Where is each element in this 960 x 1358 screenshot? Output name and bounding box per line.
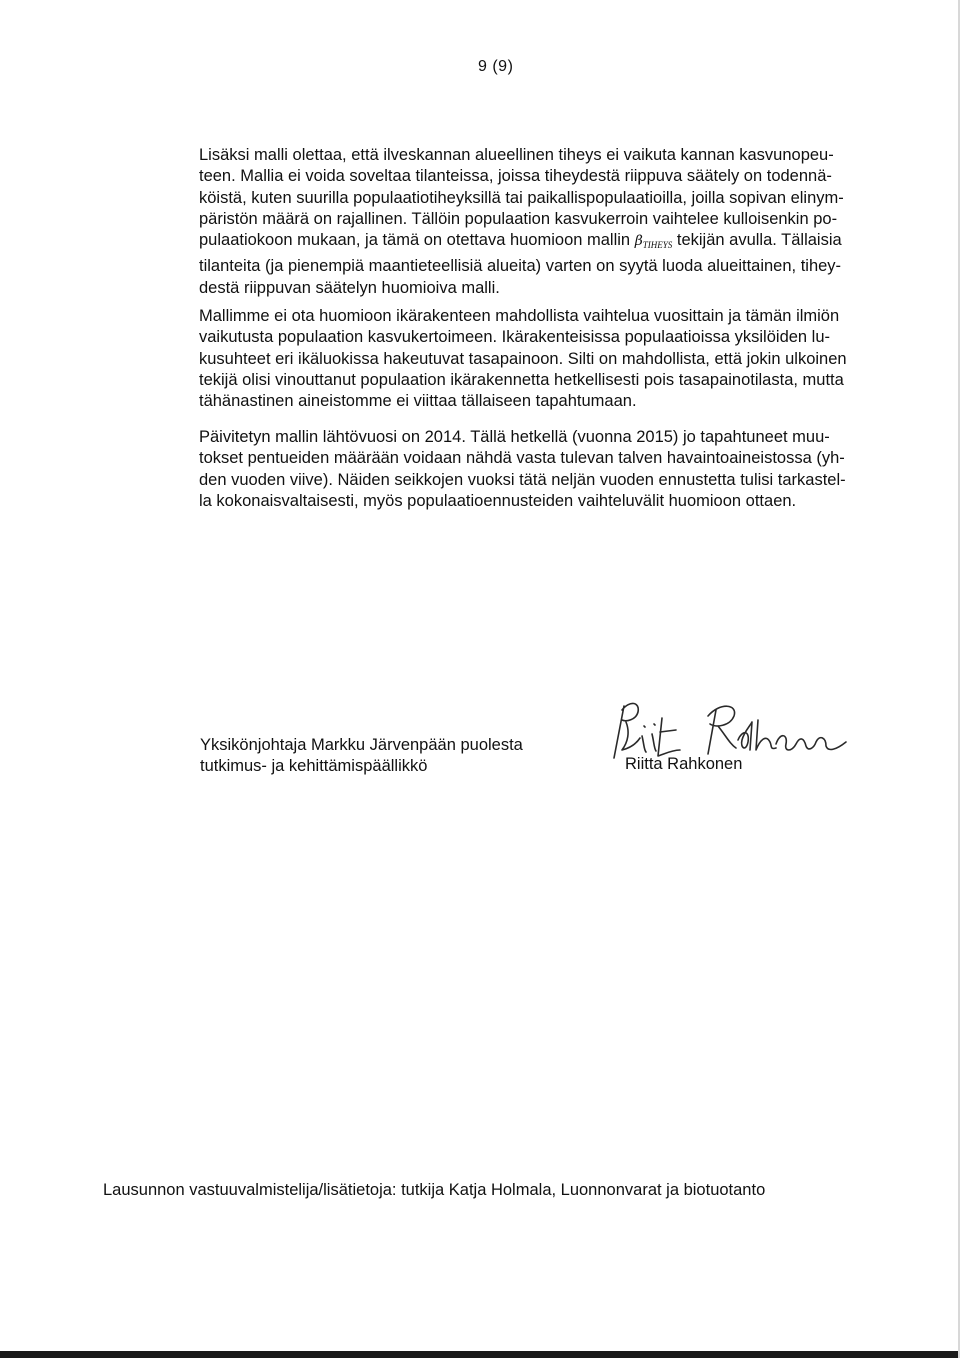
beta-subscript: TIHEYS [642,240,673,251]
text-line: destä riippuvan säätelyn huomioiva malli. [199,278,500,297]
text-line: Lisäksi malli olettaa, että ilveskannan alueellinen tiheys ei vaikuta kannan kasvunopeu- [199,146,834,164]
text-line: la kokonaisvaltaisesti, myös populaatioennusteiden vaihteluvälit huomioon ottaen. [199,491,797,510]
page-number: 9 (9) [478,58,514,75]
text-line: kusuhteet eri ikäluokissa hakeutuvat tasapainoon. Silti on mahdollista, että jokin ulkoinen [199,349,847,368]
text-line [199,230,899,256]
signature-on-behalf [200,735,523,777]
text-segment: pulaatiokoon mukaan, ja tämä on otettava huomioon mallin [199,231,635,250]
signer-title: tutkimus- ja kehittämispäällikkö [200,757,428,775]
text-line: köistä, kuten suurilla populaatiotiheyksillä tai paikallispopulaatioilla, joilla sopivan elinym- [199,188,844,207]
beta-symbol: β [634,233,643,250]
text-line: teen. Mallia ei voida soveltaa tilanteissa, joissa tiheydestä riippuva säätely on todennä- [199,167,832,186]
text-line: tähänastinen aineistomme ei viittaa tällaiseen tapahtumaan. [199,392,637,411]
text-line: tekijä olisi vinouttanut populaation ikärakennetta hetkellisesti pois tasapainotilasta, mutta [199,370,844,389]
paragraph-model-start-year [199,427,899,512]
text-line: vaikutusta populaation kasvukertoimeen. Ikärakenteisissa populaatioissa yksilöiden lu- [199,328,831,347]
text-line: Päivitetyn mallin lähtövuosi on 2014. Tällä hetkellä (vuonna 2015) jo tapahtuneet muu- [199,428,830,446]
footer-contact: Lausunnon vastuuvalmistelija/lisätietoja: tutkija Katja Holmala, Luonnonvarat ja biotuotanto [103,1181,766,1199]
text-line: päristön määrä on rajallinen. Tällöin populaation kasvukerroin vaihtelee kulloisenkin po- [199,209,838,228]
paragraph-density-assumption [199,145,899,299]
signer-name: Riitta Rahkonen [625,755,743,773]
text-segment: tekijän avulla. Tällaisia [672,231,842,250]
text-line: tilanteita (ja pienempiä maantieteellisiä alueita) varten on syytä luoda alueittainen, tihey- [199,257,842,276]
on-behalf-line: Yksikönjohtaja Markku Järvenpään puolesta [200,736,523,754]
text-line: den vuoden viive). Näiden seikkojen vuoksi tätä neljän vuoden ennustetta tulisi tarkastel- [199,470,846,489]
paragraph-age-structure [199,306,899,412]
text-line: tokset pentueiden määrään voidaan nähdä vasta tulevan talven havaintoaineistossa (yh- [199,449,845,468]
scan-edge-bottom [0,1351,960,1358]
text-line: Mallimme ei ota huomioon ikärakenteen mahdollista vaihtelua vuosittain ja tämän ilmiön [199,307,840,325]
